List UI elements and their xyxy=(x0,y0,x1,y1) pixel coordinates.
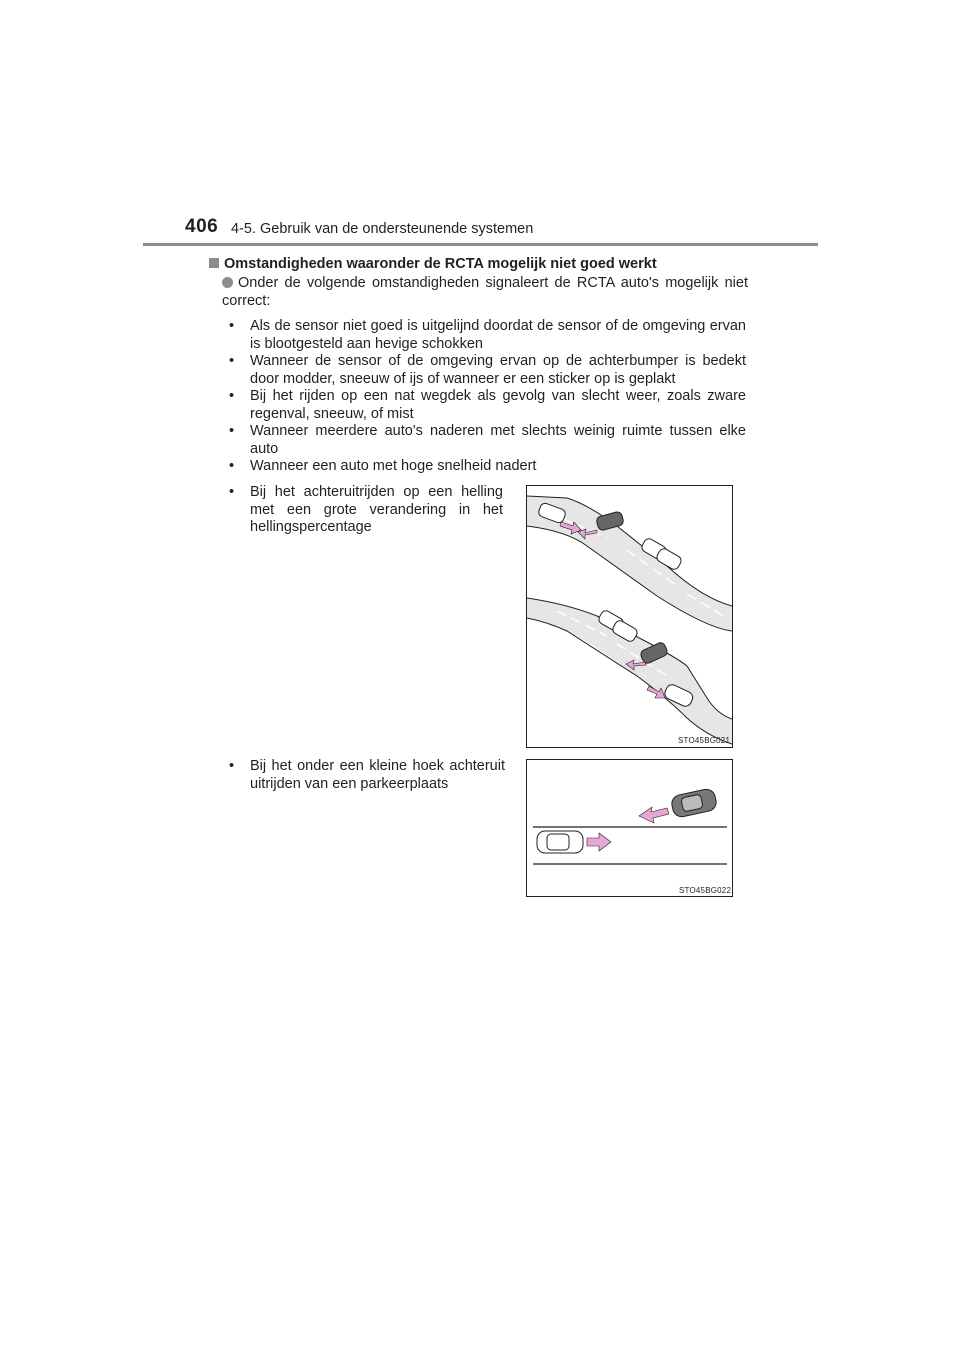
list-item xyxy=(229,458,746,476)
intro-text: Onder de volgende omstandigheden signaleert de RCTA auto's mogelijk niet correct: xyxy=(222,275,748,309)
parking-drawing xyxy=(527,760,732,896)
slope-drawing xyxy=(527,486,732,747)
circle-bullet-icon xyxy=(222,277,233,288)
header-divider xyxy=(143,243,818,246)
heading-text: Omstandigheden waaronder de RCTA mogelijk niet goed werkt xyxy=(224,256,657,272)
parking-angle-condition xyxy=(229,758,505,793)
bullet-icon: • xyxy=(229,423,235,439)
list-item-text: Bij het achteruitrijden op een helling met een grote verandering in het hellingspercentage xyxy=(250,484,503,535)
list-item xyxy=(229,388,746,423)
bullet-icon: • xyxy=(229,318,235,334)
list-item xyxy=(229,758,505,793)
list-item-text: Bij het onder een kleine hoek achteruit uitrijden van een parkeerplaats xyxy=(250,758,505,792)
intro-paragraph xyxy=(222,275,748,310)
bullet-icon: • xyxy=(229,353,235,369)
page-number: 406 xyxy=(185,216,219,237)
bullet-icon: • xyxy=(229,484,235,500)
section-heading xyxy=(209,256,657,272)
square-bullet-icon xyxy=(209,258,219,268)
list-item-text: Als de sensor niet goed is uitgelijnd doordat de sensor of de omgeving ervan is blootgesteld aan hevige schokken xyxy=(250,318,746,352)
figure-code: STO45BG022 xyxy=(679,886,732,895)
list-item-text: Wanneer meerdere auto's naderen met slechts weinig ruimte tussen elke auto xyxy=(250,423,746,457)
list-item-text: Wanneer een auto met hoge snelheid nadert xyxy=(250,458,537,474)
arrow-icon xyxy=(587,807,669,851)
list-item-text: Bij het rijden op een nat wegdek als gevolg van slecht weer, zoals zware regenval, sneeuw, of mist xyxy=(250,388,746,422)
condition-list xyxy=(229,318,746,476)
car-icon xyxy=(537,831,583,853)
list-item-text: Wanneer de sensor of de omgeving ervan op de achterbumper is bedekt door modder, sneeuw of ijs of wanneer er een sticker op is geplakt xyxy=(250,353,746,387)
list-item xyxy=(229,353,746,388)
section-title: 4-5. Gebruik van de ondersteunende systemen xyxy=(231,221,534,237)
figure-code: STO45BG021 xyxy=(678,736,731,745)
list-item xyxy=(229,318,746,353)
list-item xyxy=(229,484,503,537)
slope-condition xyxy=(229,484,503,537)
list-item xyxy=(229,423,746,458)
car-icon xyxy=(670,788,718,819)
bullet-icon: • xyxy=(229,458,235,474)
bullet-icon: • xyxy=(229,758,235,774)
bullet-icon: • xyxy=(229,388,235,404)
slope-illustration xyxy=(526,485,733,748)
parking-illustration xyxy=(526,759,733,897)
